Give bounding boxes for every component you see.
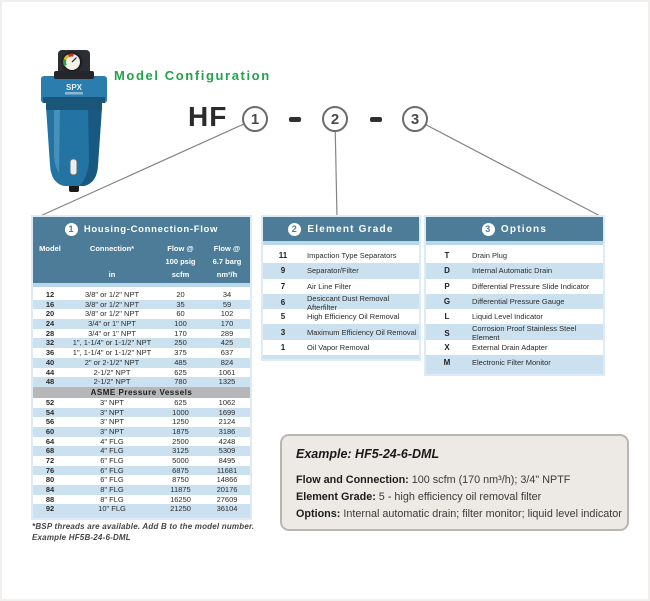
table-row <box>33 446 250 456</box>
options-value: Internal automatic drain; filter monitor; liquid level indicator <box>340 508 622 520</box>
circled-number-3-icon: 3 <box>482 223 495 236</box>
connection-cell: 8" FLG <box>100 494 124 504</box>
model-cell: 88 <box>45 494 55 504</box>
head-label <box>65 92 83 95</box>
asme-rows <box>33 398 250 514</box>
grade-label-cell: High Efficiency Oil Removal <box>307 312 400 322</box>
scfm-cell: 8750 <box>172 475 189 485</box>
table-row <box>33 358 250 368</box>
connector-line-2 <box>335 119 337 217</box>
scfm-cell: 250 <box>174 338 187 348</box>
table-row <box>33 437 250 447</box>
option-code-cell: L <box>444 312 450 322</box>
model-cell: 48 <box>45 377 55 387</box>
nm3h-cell: 1699 <box>218 407 236 417</box>
nm3h-cell: 425 <box>220 338 234 348</box>
table-row <box>33 408 250 418</box>
model-cell: 76 <box>45 465 55 475</box>
scfm-cell: 780 <box>174 377 187 387</box>
model-cell: 68 <box>45 446 55 456</box>
nm3h-cell: 36104 <box>216 504 238 514</box>
table-bottom-band <box>263 355 419 359</box>
table-row <box>33 338 250 348</box>
scfm-cell: 60 <box>176 309 185 319</box>
table1-title <box>33 217 250 241</box>
nm3h-cell: 170 <box>220 319 234 329</box>
npt-rows <box>33 290 250 387</box>
scfm-cell: 5000 <box>172 456 189 465</box>
scfm-cell: 1000 <box>172 407 189 417</box>
scfm-cell: 16250 <box>170 494 191 504</box>
option-label-cell: Corrosion Proof Stainless Steel Element <box>472 324 577 343</box>
nm3h-cell: 4248 <box>218 436 236 446</box>
header-gap-band <box>263 241 419 248</box>
connection-cell: 3/8" or 1/2" NPT <box>84 299 140 309</box>
connection-cell: 10" FLG <box>98 504 126 514</box>
nm3h-cell: 637 <box>220 348 234 358</box>
option-label-cell: Differential Pressure Gauge <box>472 297 565 307</box>
table-row <box>426 324 603 343</box>
table-row <box>426 263 603 278</box>
scfm-cell: 170 <box>174 328 187 338</box>
nm3h-cell: 3186 <box>218 426 236 436</box>
table-row <box>263 279 419 294</box>
model-prefix: HF <box>188 101 228 132</box>
scfm-cell: 625 <box>174 367 187 377</box>
grade-code-cell: 6 <box>280 298 286 308</box>
table-row <box>263 293 419 312</box>
option-code-cell: P <box>444 281 450 291</box>
dash-separator <box>370 117 382 122</box>
grade-label-cell: Oil Vapor Removal <box>307 342 370 352</box>
table-row <box>33 300 250 310</box>
option-code-cell: D <box>444 266 450 276</box>
connection-cell: 3" NPT <box>100 426 124 436</box>
table-row <box>33 417 250 427</box>
grade-code-cell: 7 <box>280 281 286 291</box>
circled-number-1-icon: 1 <box>65 223 78 236</box>
table-row <box>263 309 419 324</box>
table-row <box>263 263 419 278</box>
nm3h-cell: 102 <box>220 309 234 319</box>
header-gap-band <box>426 241 603 248</box>
table1-column-headers <box>33 241 250 283</box>
grade-code-cell: 1 <box>280 342 286 352</box>
option-code-cell: X <box>444 342 450 352</box>
table-row <box>426 340 603 355</box>
connection-cell: 4" FLG <box>100 446 124 456</box>
option-label-cell: Drain Plug <box>472 251 508 261</box>
model-cell: 72 <box>45 456 55 465</box>
model-cell: 84 <box>45 485 55 495</box>
model-cell: 60 <box>45 426 55 436</box>
head-lip <box>43 97 105 103</box>
asme-section-header: ASME Pressure Vessels <box>33 387 250 398</box>
grade-code-cell: 5 <box>280 312 286 322</box>
table-row <box>33 456 250 466</box>
table-row <box>33 368 250 378</box>
example-flow-line <box>296 472 613 489</box>
table-row <box>33 475 250 485</box>
connection-cell: 6" FLG <box>100 475 124 485</box>
option-code-cell: G <box>443 297 451 307</box>
grade-label-cell: Separator/Filter <box>307 266 359 276</box>
model-cell: 20 <box>45 309 55 319</box>
model-cell: 64 <box>45 436 55 446</box>
scfm-cell: 3125 <box>172 446 189 456</box>
neck <box>46 103 102 110</box>
table3-title-text: Options <box>500 223 548 235</box>
model-cell: 56 <box>45 417 55 427</box>
flow-value: 100 scfm (170 nm³/h); 3/4" NPTF <box>408 474 571 486</box>
table-row <box>33 348 250 358</box>
footnote <box>32 522 254 543</box>
example-options-line <box>296 506 622 523</box>
gauge-red-arc <box>69 55 74 56</box>
model-cell: 54 <box>45 407 55 417</box>
grade-code-cell: 11 <box>278 251 288 261</box>
nm3h-cell: 1062 <box>218 397 236 407</box>
table-row <box>33 377 250 387</box>
table2-title-text: Element Grade <box>307 223 394 235</box>
connection-cell: 2-1/2" NPT <box>93 367 131 377</box>
filter-product-image <box>34 47 114 197</box>
connection-cell: 8" FLG <box>100 485 124 495</box>
options-table <box>426 217 603 374</box>
table-row <box>33 466 250 476</box>
nm3h-cell: 11681 <box>216 465 238 475</box>
option-label-cell: Liquid Level Indicator <box>472 312 543 322</box>
connection-cell: 3/4" or 1" NPT <box>88 328 136 338</box>
example-lines <box>296 472 622 523</box>
flow-label: Flow and Connection: <box>296 474 409 486</box>
nm3h-cell: 1061 <box>218 367 236 377</box>
table-row <box>426 355 603 370</box>
placeholder-circle-1: 1 <box>242 106 268 132</box>
sight-glass <box>70 159 77 175</box>
scfm-cell: 2500 <box>172 436 189 446</box>
connection-cell: 6" FLG <box>100 456 124 465</box>
element-grade-rows <box>263 248 419 355</box>
connection-cell: 2-1/2" NPT <box>93 377 131 387</box>
connection-cell: 3" NPT <box>100 397 124 407</box>
table-row <box>33 290 250 300</box>
table-row <box>263 248 419 263</box>
table-row <box>426 248 603 263</box>
table-bottom-band <box>33 514 250 518</box>
scfm-cell: 21250 <box>170 504 191 514</box>
table-row <box>426 309 603 324</box>
table-row <box>33 495 250 505</box>
table-row <box>263 340 419 355</box>
footnote-line-2: Example HF5B-24-6-DML <box>32 532 131 542</box>
scfm-cell: 11875 <box>170 485 191 495</box>
nm3h-cell: 1325 <box>218 377 236 387</box>
connection-cell: 1", 1-1/4" or 1-1/2" NPT <box>72 338 152 348</box>
footnote-line-1: *BSP threads are available. Add B to the model number. <box>32 522 255 531</box>
housing-connection-flow-table <box>33 217 250 518</box>
table-row <box>33 504 250 514</box>
table-row <box>426 279 603 294</box>
connection-cell: 3/8" or 1/2" NPT <box>84 309 140 319</box>
table-row <box>33 319 250 329</box>
scfm-cell: 20 <box>176 290 185 299</box>
connection-cell: 4" FLG <box>100 436 124 446</box>
connection-cell: 3" NPT <box>100 407 124 417</box>
nm3h-cell: 5309 <box>218 446 236 456</box>
grade-code-cell: 9 <box>280 266 286 276</box>
option-code-cell: T <box>444 251 450 261</box>
circled-number-2-icon: 2 <box>288 223 301 236</box>
scfm-cell: 100 <box>174 319 187 329</box>
option-label-cell: Electronic Filter Monitor <box>472 358 551 368</box>
element-grade-table <box>263 217 419 359</box>
connector-line-3 <box>415 119 602 217</box>
table-row <box>33 309 250 319</box>
placeholder-circle-3: 3 <box>402 106 428 132</box>
table3-title <box>426 217 603 241</box>
model-cell: 28 <box>45 328 55 338</box>
connection-cell: 3/4" or 1" NPT <box>88 319 136 329</box>
model-cell: 24 <box>45 319 55 329</box>
table-row <box>426 294 603 309</box>
options-rows <box>426 248 603 370</box>
model-cell: 36 <box>45 348 55 358</box>
table-row <box>33 485 250 495</box>
option-code-cell: M <box>443 358 451 368</box>
connection-cell: 2" or 2-1/2" NPT <box>84 357 140 367</box>
header-gap-band <box>33 283 250 290</box>
nm3h-cell: 59 <box>222 299 232 309</box>
scfm-cell: 375 <box>174 348 187 358</box>
scfm-cell: 485 <box>174 357 187 367</box>
page-title: Model Configuration <box>114 68 271 83</box>
grade-code-cell: 3 <box>280 327 286 337</box>
model-cell: 80 <box>45 475 55 485</box>
model-cell: 92 <box>45 504 55 514</box>
grade-label-cell: Air Line Filter <box>307 281 352 291</box>
connection-cell: 6" FLG <box>100 465 124 475</box>
model-cell: 52 <box>45 397 55 407</box>
model-cell: 32 <box>45 338 55 348</box>
scfm-cell: 625 <box>174 397 187 407</box>
model-cell: 16 <box>45 299 55 309</box>
scfm-cell: 1875 <box>172 426 189 436</box>
options-label: Options: <box>296 508 341 520</box>
connection-cell: 3" NPT <box>100 417 124 427</box>
nm3h-cell: 20176 <box>216 485 238 495</box>
col-header-flow-barg: Flow @ 6.7 barg nm³/h <box>212 244 242 279</box>
example-grade-line <box>296 489 613 506</box>
model-cell: 44 <box>45 367 55 377</box>
nm3h-cell: 824 <box>220 357 234 367</box>
option-label-cell: Internal Automatic Drain <box>472 266 553 276</box>
col-header-model: Model <box>39 244 61 253</box>
col-header-flow-psig: Flow @ 100 psig scfm <box>165 244 196 279</box>
brand-logo: SPX <box>65 83 83 92</box>
grade-label-cell: Maximum Efficiency Oil Removal <box>307 327 417 337</box>
option-label-cell: Differential Pressure Slide Indicator <box>472 281 590 291</box>
table-row <box>263 324 419 339</box>
dash-separator <box>289 117 301 122</box>
option-code-cell: S <box>444 328 450 338</box>
scfm-cell: 1250 <box>172 417 189 427</box>
grade-label-cell: Desiccant Dust Removal Afterfilter <box>307 293 390 312</box>
placeholder-circle-2: 2 <box>322 106 348 132</box>
connection-cell: 3/8" or 1/2" NPT <box>84 290 140 299</box>
nm3h-cell: 2124 <box>218 417 236 427</box>
table2-title <box>263 217 419 241</box>
grade-label: Element Grade: <box>296 491 376 503</box>
example-box <box>280 434 629 531</box>
nm3h-cell: 289 <box>220 328 234 338</box>
model-cell: 12 <box>45 290 55 299</box>
scfm-cell: 6875 <box>172 465 189 475</box>
gauge-green-arc <box>65 60 66 66</box>
nm3h-cell: 27609 <box>216 494 238 504</box>
nm3h-cell: 14866 <box>216 475 238 485</box>
grade-value: 5 - high efficiency oil removal filter <box>375 491 542 503</box>
col-header-connection: Connection* in <box>89 244 135 279</box>
option-label-cell: External Drain Adapter <box>472 342 548 352</box>
nm3h-cell: 34 <box>222 290 232 299</box>
connection-cell: 1", 1-1/4" or 1-1/2" NPT <box>72 348 152 358</box>
table-row <box>33 329 250 339</box>
model-cell: 40 <box>45 357 55 367</box>
table1-title-text: Housing-Connection-Flow <box>83 223 219 235</box>
example-title: Example: HF5-24-6-DML <box>296 447 440 461</box>
scfm-cell: 35 <box>176 299 185 309</box>
table-row <box>33 398 250 408</box>
table-bottom-band <box>426 370 603 374</box>
nm3h-cell: 8495 <box>218 456 236 465</box>
table-row <box>33 427 250 437</box>
grade-label-cell: Impaction Type Separators <box>307 251 397 261</box>
